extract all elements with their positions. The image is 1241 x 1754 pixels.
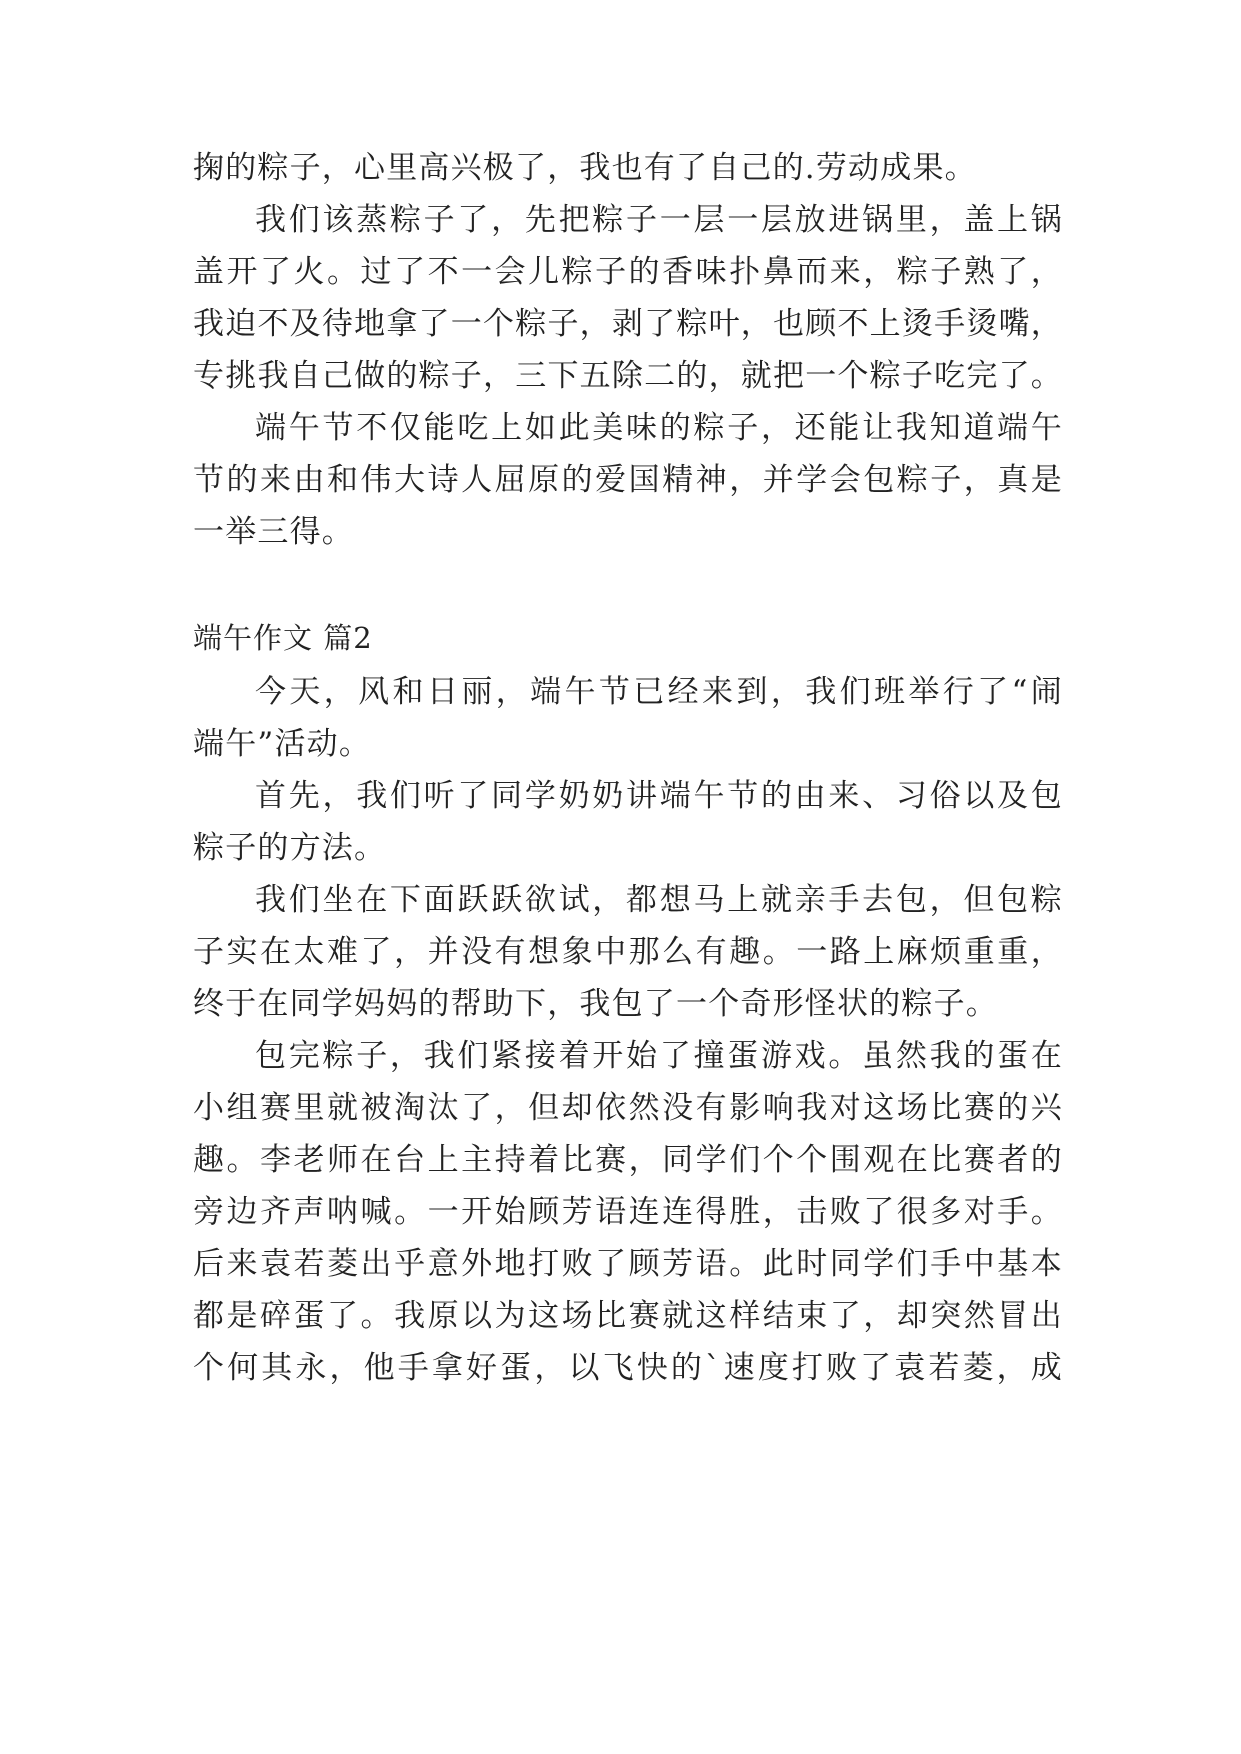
text-line: 个何其永，他手拿好蛋，以飞快的`速度打败了袁若菱，成 [193,1350,1063,1386]
text-line: 掬的粽子，心里高兴极了，我也有了自己的.劳动成果。 [193,150,977,186]
paragraph-first-line: 首先，我们听了同学奶奶讲端午节的由来、习俗以及包 [255,778,1063,814]
text-line: 后来袁若菱出乎意外地打败了顾芳语。此时同学们手中基本 [193,1246,1063,1282]
paragraph-first-line: 今天，风和日丽，端午节已经来到，我们班举行了“闹 [255,674,1063,710]
text-line: 专挑我自己做的粽子，三下五除二的，就把一个粽子吃完了。 [193,358,1063,394]
text-line: 终于在同学妈妈的帮助下，我包了一个奇形怪状的粽子。 [193,986,998,1022]
text-line: 趣。李老师在台上主持着比赛，同学们个个围观在比赛者的 [193,1142,1063,1178]
text-line: 盖开了火。过了不一会儿粽子的香味扑鼻而来，粽子熟了， [193,254,1063,290]
text-line: 旁边齐声呐喊。一开始顾芳语连连得胜，击败了很多对手。 [193,1194,1063,1230]
text-line: 小组赛里就被淘汰了，但却依然没有影响我对这场比赛的兴 [193,1090,1063,1126]
text-line: 我迫不及待地拿了一个粽子，剥了粽叶，也顾不上烫手烫嘴， [193,306,1063,342]
paragraph-first-line: 我们坐在下面跃跃欲试，都想马上就亲手去包，但包粽 [255,882,1063,918]
paragraph-first-line: 我们该蒸粽子了，先把粽子一层一层放进锅里，盖上锅 [255,202,1063,238]
text-line: 都是碎蛋了。我原以为这场比赛就这样结束了，却突然冒出 [193,1298,1063,1334]
section-heading: 端午作文 篇2 [193,621,373,655]
paragraph-first-line: 包完粽子，我们紧接着开始了撞蛋游戏。虽然我的蛋在 [255,1038,1063,1074]
text-line: 粽子的方法。 [193,830,387,866]
text-line: 子实在太难了，并没有想象中那么有趣。一路上麻烦重重， [193,934,1063,970]
paragraph-first-line: 端午节不仅能吃上如此美味的粽子，还能让我知道端午 [255,410,1063,446]
text-line: 端午”活动。 [193,726,372,762]
text-line: 一举三得。 [193,514,354,550]
text-line: 节的来由和伟大诗人屈原的爱国精神，并学会包粽子，真是 [193,462,1063,498]
